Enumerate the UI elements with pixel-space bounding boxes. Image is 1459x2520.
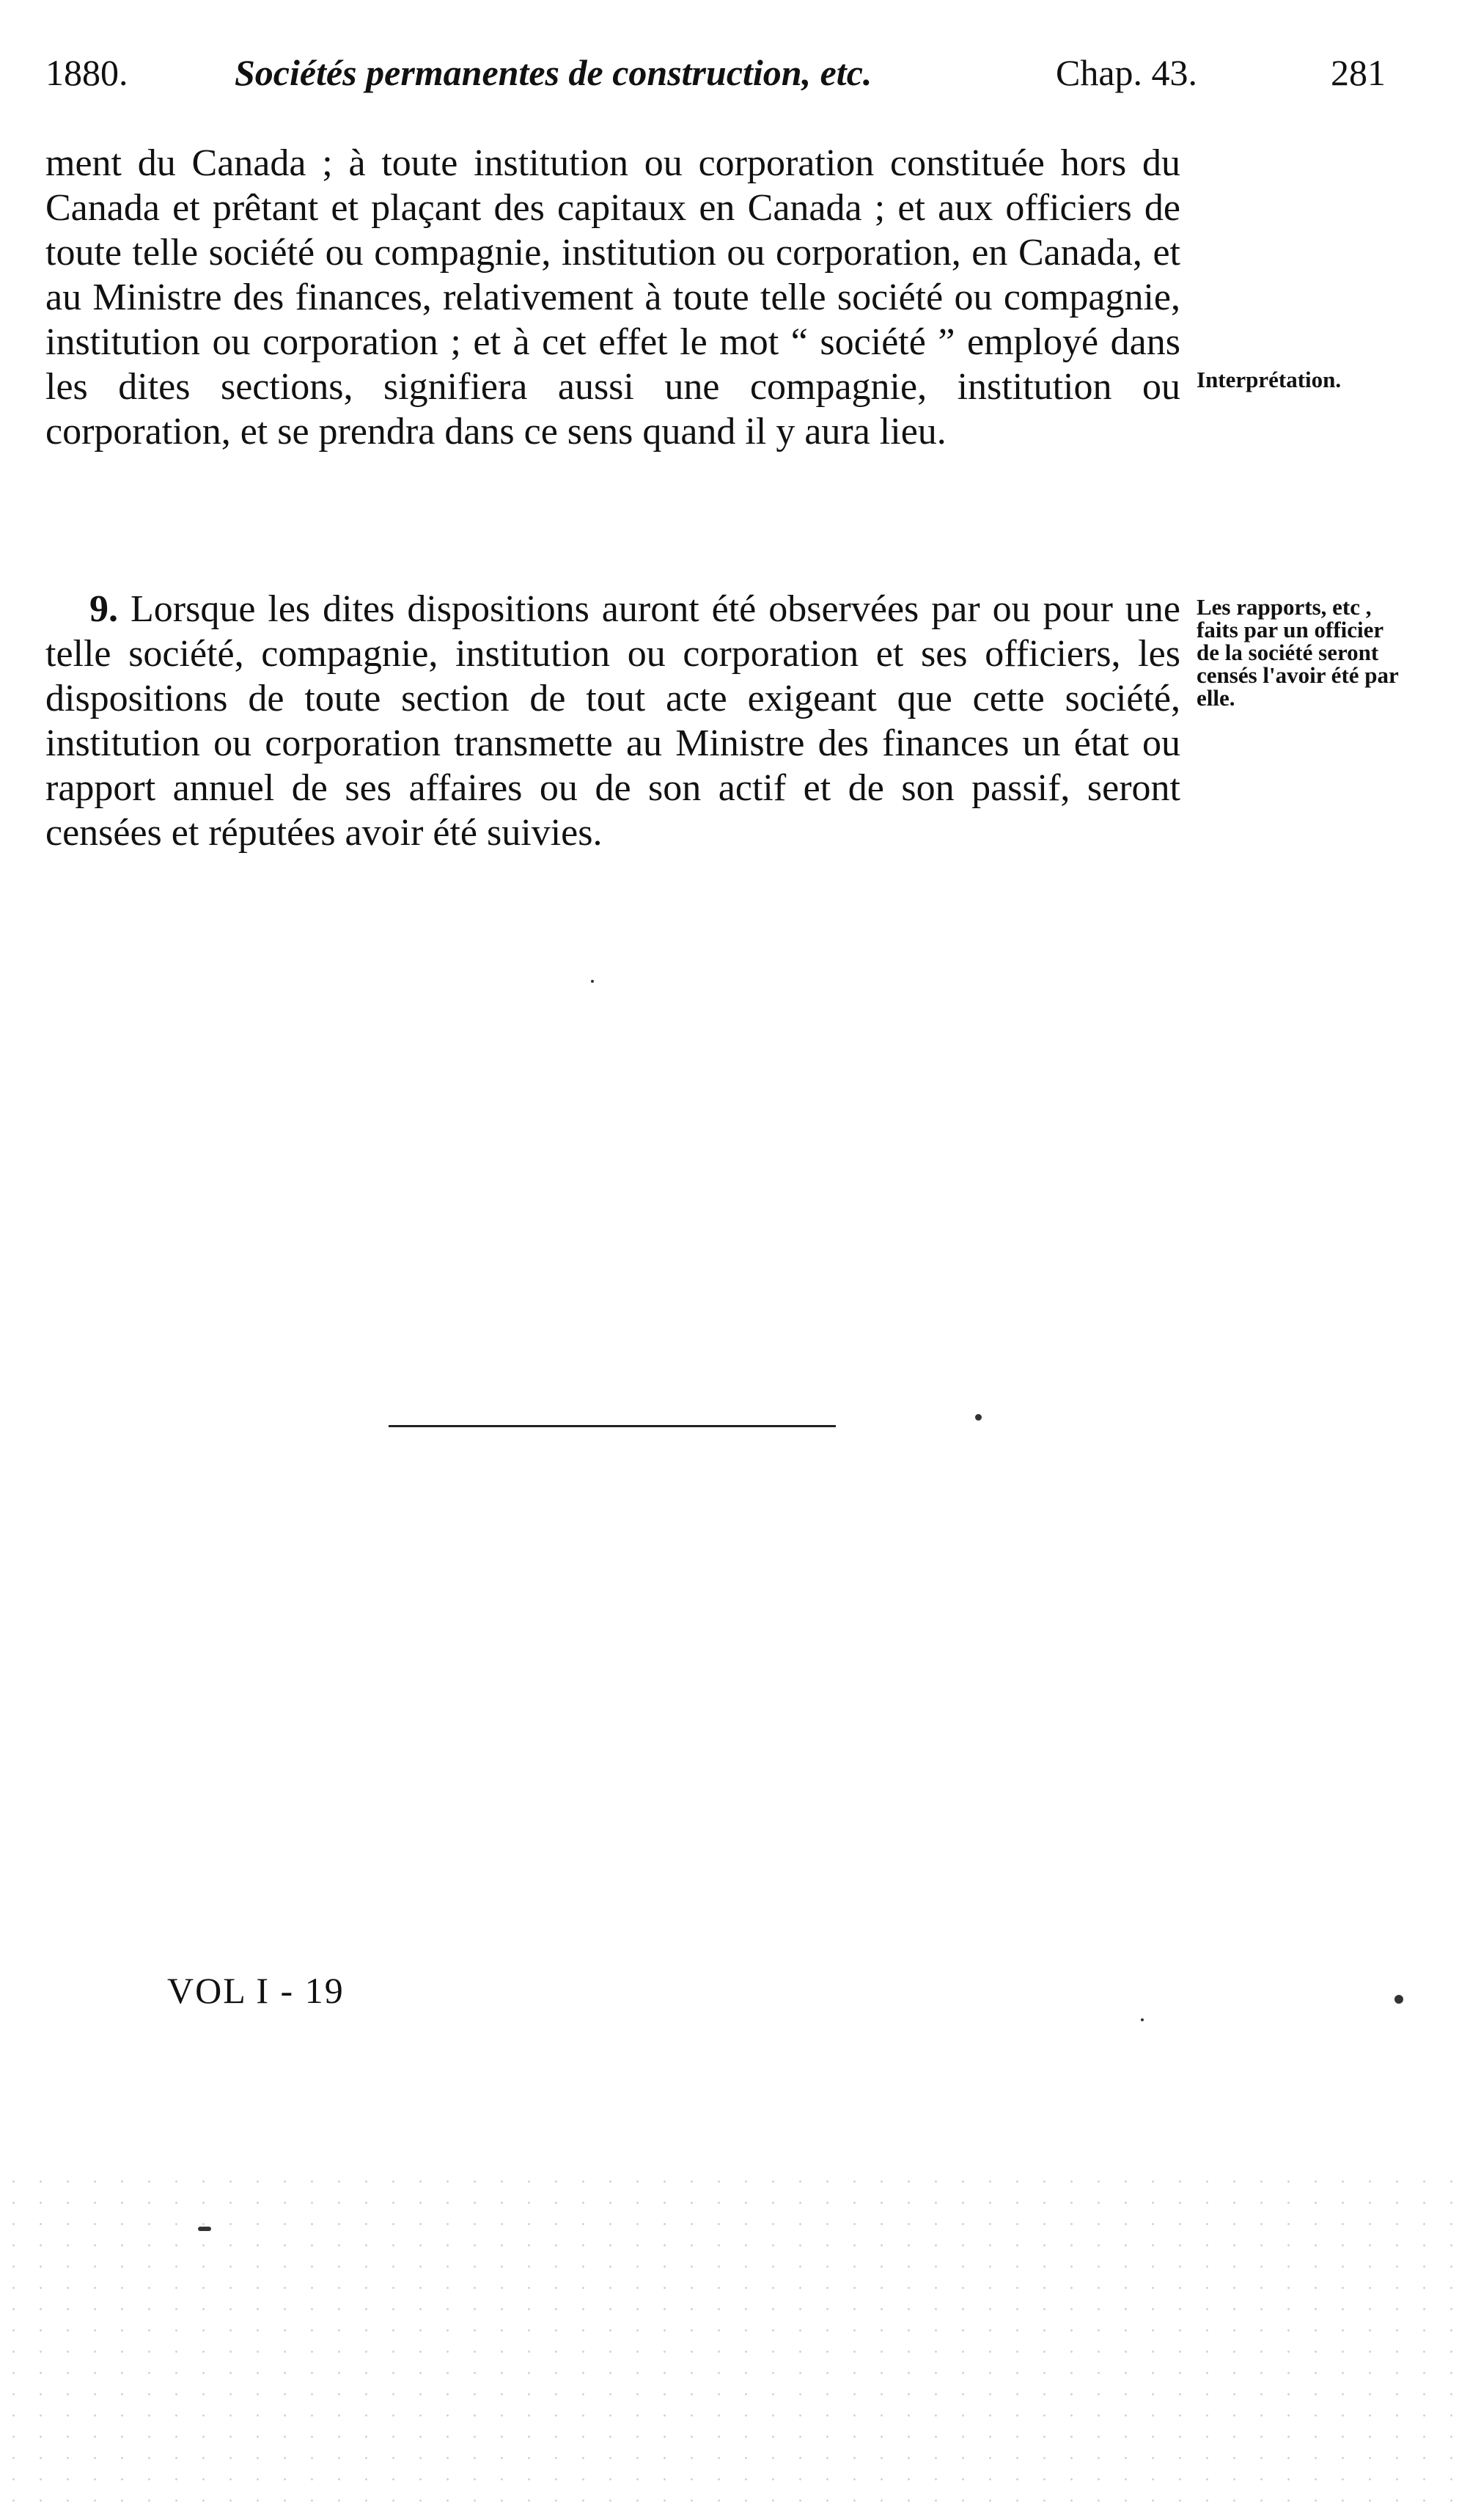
header-title: Sociétés permanentes de construction, etc.: [235, 52, 872, 93]
section-number: 9.: [89, 588, 118, 630]
margin-note-interpretation: Interprétation.: [1197, 367, 1342, 392]
ink-speck: [1394, 1995, 1403, 2004]
body-paragraph-section-9: [45, 587, 1180, 855]
ink-speck: [1141, 2018, 1144, 2021]
section-9-text: Lorsque les dites dispositions auront été observées par ou pour une telle société, compagnie, institution ou corporation et ses officiers, les dispositions de toute section de tout acte exigeant que cette société, institution ou corporation transmette au Ministre des finances un état ou rapport annuel de ses affaires ou de son actif et de son passif, seront censées et réputées avoir été suivies.: [45, 588, 1181, 854]
page-number: 281: [1331, 52, 1386, 93]
header-chapter: Chap. 43.: [1056, 52, 1198, 93]
paper-stipple-noise: [0, 2171, 1459, 2520]
running-header: [45, 51, 1386, 103]
ink-speck: [975, 1414, 982, 1421]
body-paragraph-continuation: ment du Canada ; à toute institution ou corporation constituée hors du Canada et prêtant et plaçant des capitaux en Canada ; et aux officiers de toute telle société ou compagnie, institution ou corporation, en Canada, et au Ministre des finances, relativement à toute telle société ou compagnie, institution ou corporation ; et à cet effet le mot “ société ” employé dans les dites sections, signifiera aussi une compagnie, institution ou corporation, et se prendra dans ce sens quand il y aura lieu.: [45, 142, 1180, 453]
section-end-rule: [389, 1425, 836, 1427]
margin-note-reports: Les rapports, etc , faits par un officier de la société seront censés l'avoir été par elle.: [1197, 594, 1399, 711]
header-year: 1880.: [45, 52, 128, 93]
signature-mark: VOL I - 19: [167, 1970, 345, 2011]
ink-speck: [591, 980, 594, 983]
